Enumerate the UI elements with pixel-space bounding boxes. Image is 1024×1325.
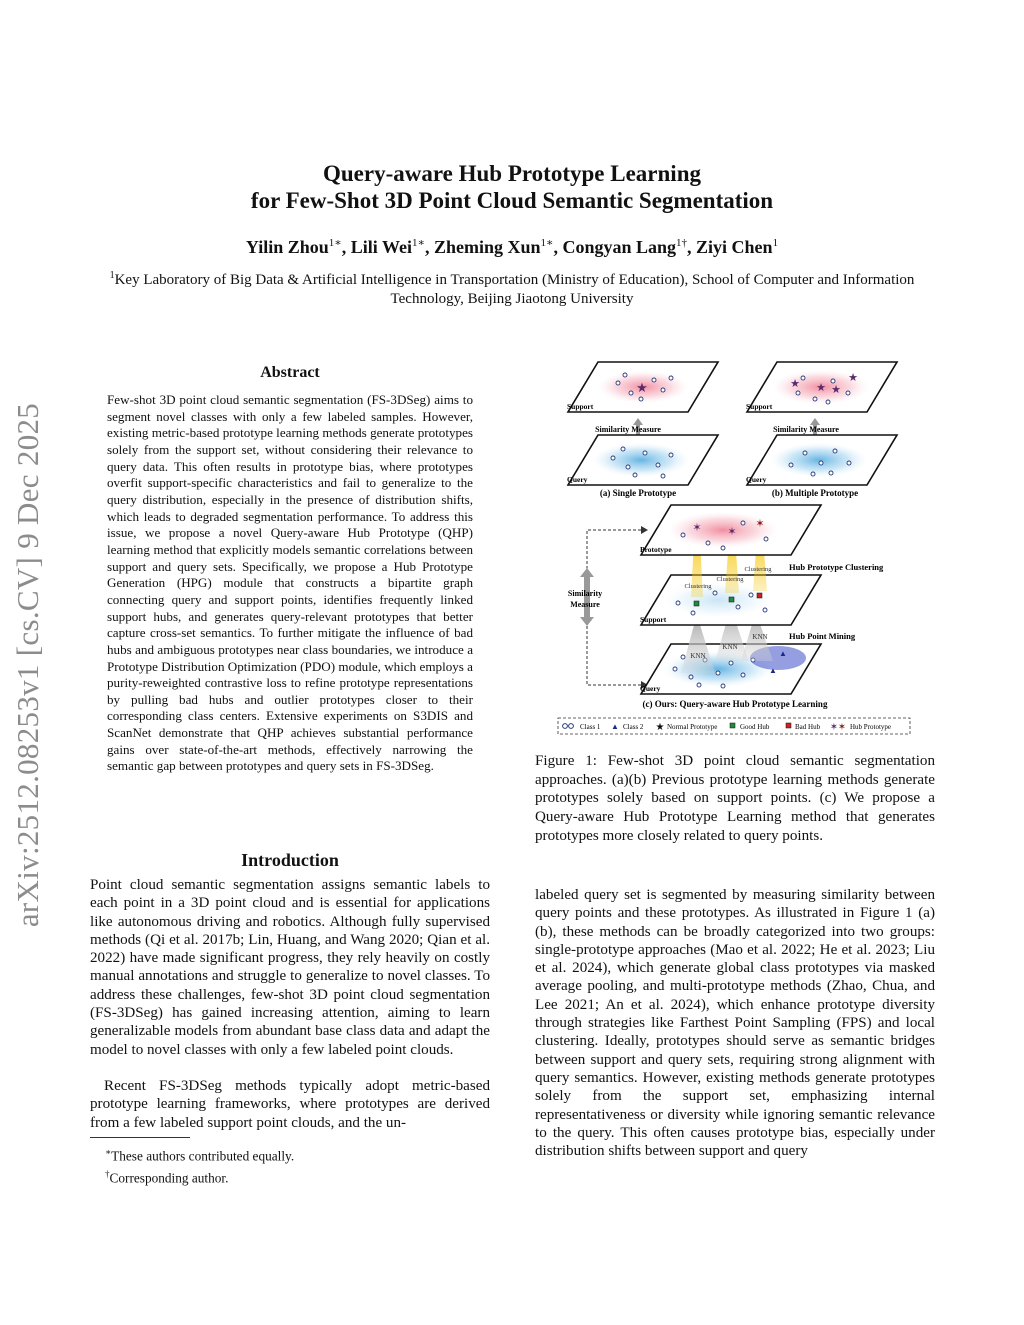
affiliation: [100, 266, 924, 309]
footnote-divider: [90, 1137, 190, 1138]
figure-1: [553, 355, 923, 740]
abstract-heading: Abstract: [260, 364, 320, 381]
footnote-mark: ∗: [105, 1147, 112, 1157]
affiliation-text: Key Laboratory of Big Data & Artificial Intelligence in Transportation (Ministry of Education), School of Computer and Information Technology, Beijing Jiaotong University: [114, 272, 915, 307]
introduction-paragraph-1: Point cloud semantic segmentation assigns semantic labels to each point in a 3D point cloud and is essential for applications like autonomous driving and robotics. Although fully supervised methods (Qi et al. 2017b; Lin, Huang, and Wang 2020; Qian et al. 2022) have made significant progress, they rely heavily on costly manual annotations and struggle to generalize to novel classes. To address these challenges, few-shot 3D point cloud segmentation (FS-3DSeg) has gained increasing attention, aiming to learn generalizable models from abundant base class data and adapt the model to novel classes with only a few labeled point clouds.: [90, 877, 490, 1058]
title-line-2: for Few-Shot 3D Point Cloud Semantic Segmentation: [250, 188, 774, 213]
author-separator: ,: [424, 237, 434, 257]
figure-1-diagram: [553, 355, 923, 740]
knn-label: KNN: [722, 643, 738, 651]
good-hub-marker: [729, 597, 734, 602]
triangle-marker: ▲: [769, 666, 777, 675]
bad-hub-marker: [757, 593, 762, 598]
author-name: Congyan Lang: [562, 237, 677, 257]
panel-c-label: (c) Ours: Query-aware Hub Prototype Learning: [642, 699, 828, 709]
legend: [563, 722, 891, 733]
author-mark: 1†: [676, 237, 688, 249]
class-2-legend-icon: ▲: [611, 722, 619, 731]
hub-prototype-marker: ✶: [755, 518, 765, 530]
query-label: Query: [567, 475, 588, 484]
legend-hub-prototype: Hub Prototype: [850, 723, 892, 731]
legend-class-1: Class 1: [580, 723, 601, 731]
clustering-label: Clustering: [744, 566, 772, 573]
author-name: Yilin Zhou: [245, 237, 329, 257]
legend-good-hub: Good Hub: [740, 723, 770, 731]
introduction-paragraph-2: Recent FS-3DSeg methods typically adopt metric-based prototype learning frameworks, where prototypes are derived from a few labeled support point clouds, and the un-: [90, 1078, 490, 1131]
hub-point-mining-label: Hub Point Mining: [789, 631, 856, 641]
similarity-measure-label: Similarity Measure: [595, 425, 661, 434]
author-name: Ziyi Chen: [696, 237, 773, 257]
panel-b-label: (b) Multiple Prototype: [771, 488, 859, 498]
footnote: [105, 1143, 485, 1165]
footnote-text: Corresponding author.: [109, 1170, 229, 1186]
hub-prototype-marker: ✶: [727, 526, 737, 538]
good-hub-legend-icon: [730, 723, 735, 728]
hub-prototype-clustering-label: Hub Prototype Clustering: [789, 562, 884, 572]
introduction-heading: Introduction: [241, 850, 339, 870]
introduction-paragraph-3: labeled query set is segmented by measuring similarity between query points and these prototypes. As illustrated in Figure 1 (a)(b), these methods can be broadly categorized into two groups: single-prototype approaches (Mao et al. 2022; He et al. 2023; Liu et al. 2024), which generate global class prototypes via masked average pooling, and multi-prototype methods (Zhao, Chua, and Lee 2021; An et al. 2024), which enhance prototype diversity through strategies like Farthest Point Sampling (FPS) and local clustering. Ideally, prototypes should serve as semantic bridges between support and query sets, requiring strong alignment with query semantics. However, existing methods generate prototypes solely from the support set, emphasizing internal representativeness or diversity while ignoring semantic relevance to the query. This often causes prototype bias, especially under distribution shifts between support and query: [535, 887, 935, 1160]
legend-class-2: Class 2: [623, 723, 644, 731]
bad-hub-legend-icon: [786, 723, 791, 728]
class-1-cloud: [593, 443, 689, 477]
author-mark: 1∗: [411, 237, 425, 249]
knn-label: KNN: [752, 633, 768, 641]
abstract-text: Few-shot 3D point cloud semantic segmentation (FS-3DSeg) aims to segment novel classes with only a few labeled samples. However, existing metric-based prototype learning methods generate prototypes solely from the support set, without considering their relevance to query data. This often results in prototype bias, where prototypes overfit support-specific characteristics and fail to generalize to the query distribution, especially in the presence of distribution shifts, which leads to degraded segmentation performance. To address this issue, we propose a novel Query-aware Hub Prototype (QHP) learning method that explicitly models semantic correlations between support and query sets. Specifically, we propose a Hub Prototype Generation (HPG) module that constructs a bipartite graph connecting query and support points, identifies frequently linked support hubs, and generates query-relevant prototypes that better capture cross-set semantics. To further mitigate the influence of bad hubs and ambiguous prototypes near class boundaries, we introduce a Prototype Distribution Optimization (PDO) module, which employs a purity-reweighted contrastive loss to refine prototype representations by pulling bad hubs and outlier prototypes closer to their corresponding class centers. Extensive experiments on S3DIS and ScanNet demonstrate that QHP achieves substantial performance gains over state-of-the-art methods, effectively narrowing the semantic gap between prototypes and query sets in FS-3DSeg.: [107, 392, 473, 774]
paper-title: [0, 160, 1024, 214]
author-name: Lili Wei: [350, 237, 412, 257]
query-label: Query: [640, 684, 661, 693]
legend-normal-prototype: Normal Prototype: [667, 723, 718, 731]
footnote-text: These authors contributed equally.: [111, 1148, 295, 1164]
panel-a-label: (a) Single Prototype: [599, 488, 677, 498]
hub-prototype-marker: ✶: [692, 522, 702, 534]
author-separator: ,: [687, 237, 697, 257]
title-line-1: Query-aware Hub Prototype Learning: [323, 161, 701, 186]
author-separator: ,: [341, 237, 351, 257]
similarity-label-line-2: Measure: [570, 600, 600, 609]
connector-arrowhead: [641, 526, 648, 534]
star-marker: ★: [816, 382, 826, 394]
footnotes: [105, 1143, 485, 1188]
triangle-marker: ▲: [779, 649, 787, 658]
hub-prototype-legend-icon: ✶: [829, 722, 839, 733]
author-separator: ,: [553, 237, 563, 257]
good-hub-marker: [694, 601, 699, 606]
support-label: Support: [640, 615, 667, 624]
author-mark: 1∗: [328, 237, 342, 249]
class-1-legend-icon: [569, 724, 574, 729]
arxiv-identifier: arXiv:2512.08253v1 [cs.CV] 9 Dec 2025: [10, 402, 45, 928]
prototype-label: Prototype: [640, 545, 672, 554]
normal-prototype-legend-icon: ★: [655, 722, 665, 733]
support-label: Support: [567, 402, 594, 411]
knn-label: KNN: [690, 652, 706, 660]
class-1-cloud: [771, 443, 867, 477]
similarity-measure-label: Similarity Measure: [773, 425, 839, 434]
author-list: [0, 236, 1024, 258]
clustering-label: Clustering: [684, 583, 712, 590]
star-marker: ★: [790, 378, 800, 390]
author-mark: 1∗: [540, 237, 554, 249]
support-label: Support: [746, 402, 773, 411]
clustering-label: Clustering: [716, 576, 744, 583]
panel-c: [558, 505, 910, 734]
knn-beam: [741, 621, 773, 661]
panel-b: [746, 362, 897, 498]
similarity-label-line-1: Similarity: [567, 589, 603, 598]
panel-a: [567, 362, 718, 498]
figure-1-caption: Figure 1: Few-shot 3D point cloud semantic segmentation approaches. (a)(b) Previous prototype learning methods generate prototypes solely based on support points. (c) We propose a Query-aware Hub Prototype Learning method that generates prototypes more closely related to query points.: [535, 753, 935, 844]
class-1-legend-icon: [563, 724, 568, 729]
affiliation-mark: 1: [109, 270, 115, 281]
hub-prototype-legend-icon: ✶: [837, 722, 847, 733]
query-label: Query: [746, 475, 767, 484]
author-name: Zheming Xun: [433, 237, 541, 257]
footnote-mark: †: [105, 1169, 110, 1180]
author-mark: 1: [772, 237, 779, 249]
star-marker: ★: [636, 380, 648, 395]
star-marker: ★: [831, 384, 841, 396]
footnote: [105, 1165, 485, 1187]
legend-bad-hub: Bad Hub: [795, 723, 821, 731]
star-marker: ★: [848, 372, 858, 384]
